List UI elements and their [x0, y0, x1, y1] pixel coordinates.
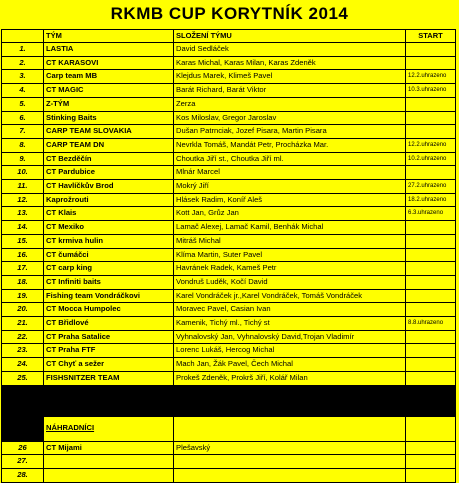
- team-members: Klejdus Marek, Klimeš Pavel: [174, 70, 406, 84]
- table-row: [2, 303, 456, 317]
- start-status: [406, 248, 456, 262]
- row-number: 22.: [2, 330, 44, 344]
- start-status: [406, 289, 456, 303]
- start-status: [406, 43, 456, 57]
- team-members: Nevrkla Tomáš, Mandát Petr, Procházka Mar.: [174, 138, 406, 152]
- row-number: 27.: [2, 455, 44, 469]
- team-name: CT KARASOVI: [44, 56, 174, 70]
- row-number: 28.: [2, 468, 44, 482]
- team-name: CT Mocca Humpolec: [44, 303, 174, 317]
- table-row: [2, 371, 456, 385]
- team-name: CT Havlíčkův Brod: [44, 180, 174, 194]
- row-number: 16.: [2, 248, 44, 262]
- row-number: 24.: [2, 358, 44, 372]
- team-name: CT Bezděčín: [44, 152, 174, 166]
- row-number: 13.: [2, 207, 44, 221]
- row-number: 11.: [2, 180, 44, 194]
- table-row: [2, 138, 456, 152]
- start-status: [406, 455, 456, 469]
- substitutes-members-cell: [174, 416, 406, 441]
- row-number: 4.: [2, 84, 44, 98]
- team-members: [174, 455, 406, 469]
- row-number: 19.: [2, 289, 44, 303]
- table-row: [2, 275, 456, 289]
- start-status: [406, 111, 456, 125]
- start-status: [406, 262, 456, 276]
- table-row: [2, 344, 456, 358]
- start-status: [406, 166, 456, 180]
- substitutes-header-row: [2, 416, 456, 441]
- row-number: 10.: [2, 166, 44, 180]
- table-row: [2, 180, 456, 194]
- header-members: SLOŽENÍ TÝMU: [174, 30, 406, 43]
- table-row: [2, 248, 456, 262]
- team-members: Prokeš Zdeněk, Prokrš Jiří, Kolář Milan: [174, 371, 406, 385]
- team-name: CT Pardubice: [44, 166, 174, 180]
- team-name: Kaprožrouti: [44, 193, 174, 207]
- table-row: [2, 166, 456, 180]
- row-number: 5.: [2, 97, 44, 111]
- table-row: [2, 358, 456, 372]
- team-members: Barát Richard, Barát Viktor: [174, 84, 406, 98]
- team-members: Mokrý Jiří: [174, 180, 406, 194]
- team-name: CT Klais: [44, 207, 174, 221]
- table-row: [2, 441, 456, 455]
- row-number: 14.: [2, 221, 44, 235]
- substitutes-num-cell: [2, 416, 44, 441]
- start-status: [406, 441, 456, 455]
- start-status: [406, 468, 456, 482]
- row-number: 6.: [2, 111, 44, 125]
- row-number: 17.: [2, 262, 44, 276]
- team-name: CT Praha FTF: [44, 344, 174, 358]
- team-members: Vyhnalovský Jan, Vyhnalovský David,Trojan Vladimír: [174, 330, 406, 344]
- table-row: [2, 43, 456, 57]
- team-name: CT Mijami: [44, 441, 174, 455]
- team-members: Karas Michal, Karas Milan, Karas Zdeněk: [174, 56, 406, 70]
- team-name: CT MAGIC: [44, 84, 174, 98]
- separator-cell: [174, 385, 406, 416]
- table-row: [2, 84, 456, 98]
- start-status: 6.3.uhrazeno: [406, 207, 456, 221]
- header-num: [2, 30, 44, 43]
- teams-table-body: [2, 30, 456, 483]
- table-row: [2, 152, 456, 166]
- team-name: CT carp king: [44, 262, 174, 276]
- team-members: Hlásek Radim, Koníř Aleš: [174, 193, 406, 207]
- team-name: Fishing team Vondráčkovi: [44, 289, 174, 303]
- row-number: 20.: [2, 303, 44, 317]
- row-number: 1.: [2, 43, 44, 57]
- start-status: 10.3.uhrazeno: [406, 84, 456, 98]
- table-row: [2, 234, 456, 248]
- row-number: 26: [2, 441, 44, 455]
- row-number: 23.: [2, 344, 44, 358]
- table-row: [2, 262, 456, 276]
- team-name: [44, 455, 174, 469]
- team-members: Kos Miloslav, Gregor Jaroslav: [174, 111, 406, 125]
- team-members: [174, 468, 406, 482]
- team-name: CT Praha Satalice: [44, 330, 174, 344]
- team-name: Stinking Baits: [44, 111, 174, 125]
- team-members: Choutka Jiří st., Choutka Jiří ml.: [174, 152, 406, 166]
- start-status: 12.2.uhrazeno: [406, 138, 456, 152]
- start-status: 27.2.uhrazeno: [406, 180, 456, 194]
- team-members: Moravec Pavel, Casian Ivan: [174, 303, 406, 317]
- start-status: 8.8.uhrazeno: [406, 317, 456, 331]
- team-name: CT čumáčci: [44, 248, 174, 262]
- separator-cell: [406, 385, 456, 416]
- start-status: 10.2.uhrazeno: [406, 152, 456, 166]
- team-members: Karel Vondráček jr.,Karel Vondráček, Tomáš Vondráček: [174, 289, 406, 303]
- start-status: 18.2.uhrazeno: [406, 193, 456, 207]
- table-row: [2, 468, 456, 482]
- row-number: 25.: [2, 371, 44, 385]
- separator-cell: [2, 385, 44, 416]
- team-members: Plešavský: [174, 441, 406, 455]
- team-members: Kamenik, Tichý ml., Tichý st: [174, 317, 406, 331]
- team-members: Lamač Alexej, Lamač Kamil, Benhák Michal: [174, 221, 406, 235]
- team-name: Z-TÝM: [44, 97, 174, 111]
- team-members: Havránek Radek, Kameš Petr: [174, 262, 406, 276]
- start-status: [406, 275, 456, 289]
- team-members: Lorenc Lukáš, Hercog Michal: [174, 344, 406, 358]
- start-status: [406, 56, 456, 70]
- team-members: Vondruš Luděk, Kočí David: [174, 275, 406, 289]
- start-status: [406, 303, 456, 317]
- team-name: Carp team MB: [44, 70, 174, 84]
- row-number: 8.: [2, 138, 44, 152]
- separator-row: [2, 385, 456, 416]
- table-row: [2, 56, 456, 70]
- start-status: [406, 371, 456, 385]
- start-status: [406, 344, 456, 358]
- table-row: [2, 330, 456, 344]
- table-row: [2, 125, 456, 139]
- row-number: 15.: [2, 234, 44, 248]
- team-name: CT krmiva hulin: [44, 234, 174, 248]
- row-number: 12.: [2, 193, 44, 207]
- team-name: CARP TEAM SLOVAKIA: [44, 125, 174, 139]
- table-row: [2, 207, 456, 221]
- start-status: [406, 358, 456, 372]
- table-row: [2, 70, 456, 84]
- table-row: [2, 221, 456, 235]
- start-status: [406, 221, 456, 235]
- team-name: CT Infiniti baits: [44, 275, 174, 289]
- page-title: RKMB CUP KORYTNÍK 2014: [110, 4, 349, 23]
- start-status: [406, 234, 456, 248]
- header-team: TÝM: [44, 30, 174, 43]
- separator-cell: [44, 385, 174, 416]
- team-members: Klíma Martin, Suter Pavel: [174, 248, 406, 262]
- start-status: [406, 125, 456, 139]
- row-number: 18.: [2, 275, 44, 289]
- table-row: [2, 111, 456, 125]
- start-status: 12.2.uhrazeno: [406, 70, 456, 84]
- team-members: Mach Jan, Žák Pavel, Čech Michal: [174, 358, 406, 372]
- row-number: 2.: [2, 56, 44, 70]
- team-name: CARP TEAM DN: [44, 138, 174, 152]
- table-header-row: [2, 30, 456, 43]
- team-name: FISHSNITZER TEAM: [44, 371, 174, 385]
- row-number: 3.: [2, 70, 44, 84]
- team-members: Dušan Patrnciak, Jozef Pisara, Martin Pisara: [174, 125, 406, 139]
- team-name: LASTIA: [44, 43, 174, 57]
- team-members: Kott Jan, Grůz Jan: [174, 207, 406, 221]
- row-number: 9.: [2, 152, 44, 166]
- start-status: [406, 330, 456, 344]
- row-number: 7.: [2, 125, 44, 139]
- team-members: David Sedláček: [174, 43, 406, 57]
- team-name: CT Mexiko: [44, 221, 174, 235]
- table-row: [2, 289, 456, 303]
- team-members: Mlnár Marcel: [174, 166, 406, 180]
- substitutes-label: NÁHRADNÍCI: [44, 416, 174, 441]
- substitutes-start-cell: [406, 416, 456, 441]
- table-row: [2, 455, 456, 469]
- table-row: [2, 193, 456, 207]
- team-name: CT Chyť a sežer: [44, 358, 174, 372]
- team-name: CT Břidlové: [44, 317, 174, 331]
- team-members: Zerza: [174, 97, 406, 111]
- header-start: START: [406, 30, 456, 43]
- start-status: [406, 97, 456, 111]
- team-name: [44, 468, 174, 482]
- row-number: 21.: [2, 317, 44, 331]
- teams-table: [1, 29, 456, 483]
- table-row: [2, 317, 456, 331]
- team-members: Mitráš Michal: [174, 234, 406, 248]
- table-row: [2, 97, 456, 111]
